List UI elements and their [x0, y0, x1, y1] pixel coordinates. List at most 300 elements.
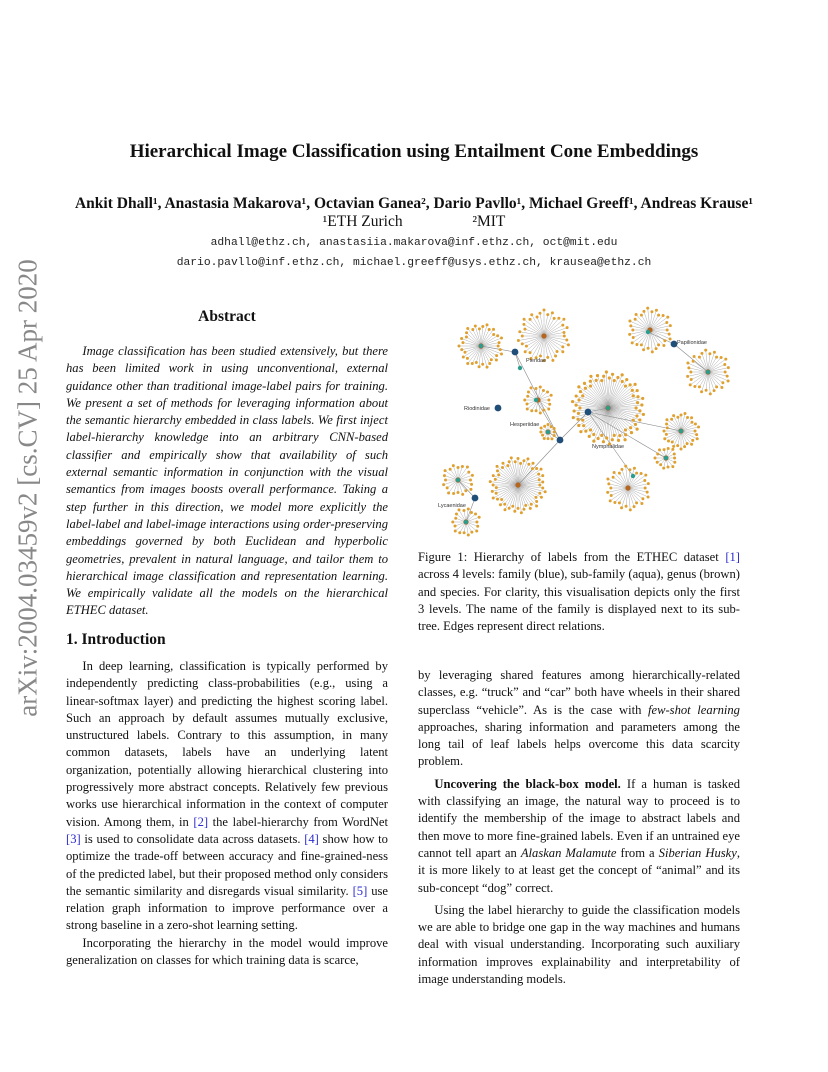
- citation-link[interactable]: [3]: [66, 831, 81, 846]
- species-node: [478, 516, 481, 519]
- species-node: [508, 507, 511, 510]
- subfamily-node: [631, 474, 635, 478]
- species-node: [686, 362, 689, 365]
- species-node: [694, 430, 697, 433]
- species-node: [666, 316, 669, 319]
- label-papilionidae: Papilionidae: [677, 340, 707, 346]
- species-node: [543, 425, 546, 428]
- species-node: [689, 371, 692, 374]
- species-node: [600, 434, 603, 437]
- species-node: [692, 360, 695, 363]
- species-node: [669, 337, 672, 340]
- species-node: [442, 483, 445, 486]
- species-node: [618, 501, 621, 504]
- species-node: [665, 418, 668, 421]
- species-node: [589, 384, 592, 387]
- species-node: [690, 421, 693, 424]
- species-node: [542, 409, 545, 412]
- species-node: [613, 471, 616, 474]
- species-node: [539, 385, 542, 388]
- abstract-paragraph: Image classification has been studied extensively, but there has been limited work in using unconventional, external guidance other than traditional image-label pairs for training. We present a set of methods for leveraging information about the semantic hierarchy embedded in class labels. We first inject label-hierarchy knowledge into an arbitrary CNN-based classifier and empirically show that availability of such external semantic information in conjunction with the visual semantics from images boosts overall performance. Taking a step further in this direction, we model more explicitly the label-label and label-image interactions using order-preserving embeddings governed by both Euclidean and hyperbolic geometries, prevalent in natural language, and tailor them to hierarchical image classification and representation learning. We empirically validate all the models on the hierarchical ETHEC dataset.: [66, 344, 388, 618]
- family-node: [512, 349, 519, 356]
- species-node: [541, 434, 544, 437]
- species-node: [443, 474, 446, 477]
- species-node: [496, 498, 499, 501]
- species-node: [600, 379, 603, 382]
- species-node: [554, 355, 557, 358]
- species-node: [605, 436, 608, 439]
- species-node: [621, 373, 624, 376]
- species-node: [579, 390, 582, 393]
- species-node: [620, 506, 623, 509]
- species-node: [470, 531, 473, 534]
- species-node: [636, 428, 639, 431]
- species-node: [561, 350, 564, 353]
- species-node: [471, 474, 474, 477]
- species-node: [444, 469, 447, 472]
- species-node: [457, 491, 460, 494]
- species-node: [501, 462, 504, 465]
- species-node: [527, 390, 530, 393]
- species-node: [495, 354, 498, 357]
- species-node: [557, 317, 560, 320]
- species-node: [605, 370, 608, 373]
- species-node: [511, 505, 514, 508]
- species-node: [589, 380, 592, 383]
- species-node: [613, 434, 616, 437]
- species-node: [628, 468, 631, 471]
- species-node: [535, 467, 538, 470]
- species-node: [609, 499, 612, 502]
- species-node: [708, 352, 711, 355]
- subfamily-node: [706, 370, 710, 374]
- species-node: [540, 496, 543, 499]
- species-node: [606, 491, 609, 494]
- species-node: [624, 428, 627, 431]
- species-node: [629, 508, 632, 511]
- species-node: [529, 351, 532, 354]
- subfamily-node: [664, 456, 668, 460]
- species-node: [700, 390, 703, 393]
- right-paragraph-3: Using the label hierarchy to guide the classification models we are able to bridge one gap in the way machines and humans deal with visual understanding. Incorporating such auxiliary information improves explainability and interpretability of image understanding models.: [418, 902, 740, 987]
- species-node: [556, 350, 559, 353]
- species-node: [522, 459, 525, 462]
- species-node: [534, 387, 537, 390]
- species-node: [454, 524, 457, 527]
- species-node: [539, 412, 542, 415]
- species-node: [575, 394, 578, 397]
- species-node: [488, 362, 491, 365]
- species-node: [449, 468, 452, 471]
- species-node: [474, 512, 477, 515]
- email-line-1: adhall@ethz.ch, anastasiia.makarova@inf.ethz.ch, oct@mit.edu: [210, 237, 618, 249]
- species-node: [538, 484, 541, 487]
- species-node: [530, 409, 533, 412]
- species-node: [596, 374, 599, 377]
- species-node: [621, 380, 624, 383]
- species-node: [523, 318, 526, 321]
- species-node: [577, 412, 580, 415]
- species-node: [458, 531, 461, 534]
- species-node: [548, 403, 551, 406]
- label-riodinidae: Riodinidae: [464, 406, 490, 412]
- species-node: [634, 423, 637, 426]
- species-node: [553, 431, 556, 434]
- species-node: [500, 498, 503, 501]
- species-node: [640, 472, 643, 475]
- species-node: [631, 341, 634, 344]
- species-node: [543, 437, 546, 440]
- subfamily-node: [546, 430, 550, 434]
- species-node: [584, 387, 587, 390]
- species-node: [501, 466, 504, 469]
- species-node: [547, 423, 550, 426]
- species-node: [546, 313, 549, 316]
- species-node: [547, 437, 550, 440]
- species-node: [462, 355, 465, 358]
- subfamily-node: [606, 406, 610, 410]
- species-node: [578, 406, 581, 409]
- species-node: [631, 329, 634, 332]
- species-node: [636, 395, 639, 398]
- species-node: [672, 445, 675, 448]
- species-node: [535, 504, 538, 507]
- species-node: [497, 473, 500, 476]
- species-node: [602, 440, 605, 443]
- species-node: [632, 336, 635, 339]
- arxiv-identifier: arXiv:2004.03459v2 [cs.CV] 25 Apr 2020: [12, 259, 43, 717]
- species-node: [670, 418, 673, 421]
- species-node: [517, 507, 520, 510]
- affiliation-eth: ¹ETH Zurich: [322, 213, 403, 230]
- species-node: [606, 478, 609, 481]
- species-node: [697, 425, 700, 428]
- species-node: [551, 311, 554, 314]
- species-node: [476, 525, 479, 528]
- species-node: [517, 457, 520, 460]
- subfamily-node: [534, 398, 538, 402]
- species-node: [537, 473, 540, 476]
- species-node: [492, 328, 495, 331]
- species-node: [633, 505, 636, 508]
- species-node: [666, 426, 669, 429]
- species-node: [553, 434, 556, 437]
- species-node: [530, 313, 533, 316]
- species-node: [640, 343, 643, 346]
- species-node: [469, 488, 472, 491]
- species-node: [567, 343, 570, 346]
- species-node: [655, 347, 658, 350]
- species-node: [676, 444, 679, 447]
- species-node: [629, 383, 632, 386]
- species-node: [686, 416, 689, 419]
- species-node: [475, 521, 478, 524]
- species-node: [520, 511, 523, 514]
- species-node: [461, 341, 464, 344]
- species-node: [662, 314, 665, 317]
- species-node: [673, 461, 676, 464]
- species-node: [467, 507, 470, 510]
- species-node: [698, 385, 701, 388]
- species-node: [595, 379, 598, 382]
- right-paragraph-1: by leveraging shared features among hierarchically-related classes, e.g. “truck” and “car” both have wheels in their shared superclass “vehicle”. As is the case with few-shot learning approaches, sharing information and parameters among the long tail of leaf labels helps overcome this data scarcity problem.: [418, 668, 740, 769]
- species-node: [523, 399, 526, 402]
- species-node: [488, 328, 491, 331]
- species-node: [551, 359, 554, 362]
- species-node: [521, 335, 524, 338]
- species-node: [623, 438, 626, 441]
- species-node: [561, 324, 564, 327]
- species-node: [494, 478, 497, 481]
- species-node: [724, 358, 727, 361]
- species-node: [613, 379, 616, 382]
- species-node: [690, 416, 693, 419]
- species-node: [667, 447, 670, 450]
- genus-node: [541, 333, 546, 338]
- subfamily-node: [456, 478, 460, 482]
- species-node: [492, 474, 495, 477]
- species-node: [541, 474, 544, 477]
- species-node: [491, 490, 494, 493]
- species-node: [592, 433, 595, 436]
- species-node: [455, 512, 458, 515]
- species-node: [625, 505, 628, 508]
- species-node: [461, 465, 464, 468]
- species-node: [641, 497, 644, 500]
- species-node: [581, 394, 584, 397]
- species-node: [486, 323, 489, 326]
- species-node: [689, 383, 692, 386]
- species-node: [698, 356, 701, 359]
- species-node: [576, 418, 579, 421]
- species-node: [715, 385, 718, 388]
- species-node: [466, 362, 469, 365]
- species-node: [546, 356, 549, 359]
- affiliation-mit: ²MIT: [472, 213, 506, 230]
- species-node: [624, 433, 627, 436]
- species-node: [643, 479, 646, 482]
- species-node: [630, 431, 633, 434]
- affiliations: [0, 213, 828, 231]
- species-node: [634, 406, 637, 409]
- species-node: [628, 333, 631, 336]
- species-node: [647, 482, 650, 485]
- species-node: [705, 389, 708, 392]
- species-node: [693, 355, 696, 358]
- species-node: [644, 474, 647, 477]
- species-node: [592, 440, 595, 443]
- species-node: [522, 508, 525, 511]
- species-node: [715, 356, 718, 359]
- species-node: [510, 456, 513, 459]
- species-node: [524, 504, 527, 507]
- species-node: [693, 385, 696, 388]
- species-node: [720, 356, 723, 359]
- species-node: [571, 400, 574, 403]
- species-node: [644, 487, 647, 490]
- species-node: [444, 479, 447, 482]
- species-node: [635, 501, 638, 504]
- species-node: [647, 495, 650, 498]
- species-node: [463, 531, 466, 534]
- intro-paragraph-1: In deep learning, classification is typically performed by independently predicting class-probabilities (e.g., using a linear-softmax layer) and predicting the highest scoring label. Such an approach by default assumes mutually exclusive, unstructured labels. Contrary to this assumption, in many common datasets, labels have an underlying latent organization, potentially allowing hierarchical clustering into progressively more abstract concepts. Relatively few previous works use hierarchical information in the context of computer vision. Among them, in [2] the label-hierarchy from WordNet [3] is used to consolidate data across datasets. [4] show how to optimize the trade-off between accuracy and fine-grained-ness of the predicted label, but their proposed method only considers the semantic similarity and disregards visual similarity. [5] use relation graph information to improve performance over a strong baseline in a zero-shot learning setting.: [66, 659, 389, 933]
- species-node: [452, 464, 455, 467]
- species-node: [596, 437, 599, 440]
- subfamily-node: [479, 344, 483, 348]
- species-node: [611, 373, 614, 376]
- species-node: [466, 357, 469, 360]
- species-node: [624, 465, 627, 468]
- species-node: [662, 467, 665, 470]
- abstract-heading: Abstract: [198, 308, 256, 325]
- species-node: [470, 511, 473, 514]
- species-node: [577, 385, 580, 388]
- species-node: [478, 365, 481, 368]
- species-node: [663, 339, 666, 342]
- species-node: [460, 348, 463, 351]
- species-node: [577, 398, 580, 401]
- species-node: [642, 413, 645, 416]
- species-node: [521, 342, 524, 345]
- species-node: [668, 333, 671, 336]
- species-node: [647, 347, 650, 350]
- species-node: [522, 323, 525, 326]
- species-node: [638, 409, 641, 412]
- species-node: [709, 392, 712, 395]
- species-node: [657, 314, 660, 317]
- species-node: [663, 448, 666, 451]
- species-node: [616, 376, 619, 379]
- label-hesperiidae: Hesperiidae: [510, 422, 540, 428]
- species-node: [635, 472, 638, 475]
- species-node: [676, 416, 679, 419]
- species-node: [454, 517, 457, 520]
- species-node: [629, 324, 632, 327]
- species-node: [634, 318, 637, 321]
- species-node: [577, 424, 580, 427]
- species-node: [642, 348, 645, 351]
- species-node: [471, 362, 474, 365]
- species-node: [446, 486, 449, 489]
- species-node: [582, 424, 585, 427]
- author-list: Ankit Dhall¹, Anastasia Makarova¹, Octavian Ganea², Dario Pavllo¹, Michael Greeff¹, Andreas Krause¹: [74, 195, 753, 212]
- species-node: [659, 463, 662, 466]
- species-node: [535, 409, 538, 412]
- species-node: [454, 529, 457, 532]
- species-node: [496, 465, 499, 468]
- species-node: [625, 378, 628, 381]
- species-node: [654, 457, 657, 460]
- species-node: [613, 501, 616, 504]
- citation-link[interactable]: [1]: [725, 550, 740, 564]
- species-node: [610, 494, 613, 497]
- species-node: [550, 425, 553, 428]
- species-node: [525, 345, 528, 348]
- species-node: [538, 492, 541, 495]
- species-node: [536, 315, 539, 318]
- species-node: [658, 448, 661, 451]
- species-node: [497, 345, 500, 348]
- species-node: [496, 469, 499, 472]
- species-node: [526, 402, 529, 405]
- species-node: [495, 486, 498, 489]
- species-node: [462, 509, 465, 512]
- species-node: [499, 503, 502, 506]
- species-node: [612, 476, 615, 479]
- species-node: [547, 399, 550, 402]
- species-node: [503, 508, 506, 511]
- species-node: [656, 461, 659, 464]
- species-node: [538, 478, 541, 481]
- species-node: [624, 384, 627, 387]
- species-node: [466, 327, 469, 330]
- species-node: [662, 344, 665, 347]
- species-node: [565, 339, 568, 342]
- species-node: [546, 390, 549, 393]
- species-node: [618, 434, 621, 437]
- species-node: [579, 430, 582, 433]
- species-node: [467, 534, 470, 537]
- species-node: [541, 480, 544, 483]
- species-node: [540, 468, 543, 471]
- species-node: [673, 453, 676, 456]
- species-node: [563, 335, 566, 338]
- species-node: [640, 314, 643, 317]
- intro-heading: 1. Introduction: [66, 631, 166, 648]
- species-node: [665, 321, 668, 324]
- species-node: [640, 502, 643, 505]
- species-node: [663, 437, 666, 440]
- species-node: [492, 333, 495, 336]
- species-node: [466, 466, 469, 469]
- species-node: [636, 401, 639, 404]
- species-node: [673, 457, 676, 460]
- species-node: [457, 466, 460, 469]
- species-node: [492, 484, 495, 487]
- species-node: [523, 328, 526, 331]
- citation-link[interactable]: [5]: [352, 883, 368, 898]
- species-node: [506, 464, 509, 467]
- species-node: [463, 351, 466, 354]
- species-node: [526, 457, 529, 460]
- species-node: [667, 439, 670, 442]
- species-node: [471, 328, 474, 331]
- species-node: [721, 381, 724, 384]
- species-node: [451, 521, 454, 524]
- species-node: [608, 376, 611, 379]
- label-lycaenidae: Lycaenidae: [438, 503, 466, 509]
- arxiv-sidebar: [8, 259, 48, 717]
- citation-link[interactable]: [4]: [304, 831, 319, 846]
- species-node: [530, 503, 533, 506]
- citation-link[interactable]: [2]: [193, 814, 209, 829]
- species-node: [687, 366, 690, 369]
- species-node: [695, 433, 698, 436]
- species-node: [542, 389, 545, 392]
- species-node: [680, 448, 683, 451]
- species-node: [583, 382, 586, 385]
- species-node: [534, 496, 537, 499]
- species-node: [465, 331, 468, 334]
- species-node: [543, 309, 546, 312]
- species-node: [632, 394, 635, 397]
- species-node: [573, 409, 576, 412]
- species-node: [633, 467, 636, 470]
- species-node: [524, 350, 527, 353]
- label-pieridae: Pieridae: [526, 358, 547, 364]
- species-node: [609, 487, 612, 490]
- hierarchy-figure: [418, 300, 740, 546]
